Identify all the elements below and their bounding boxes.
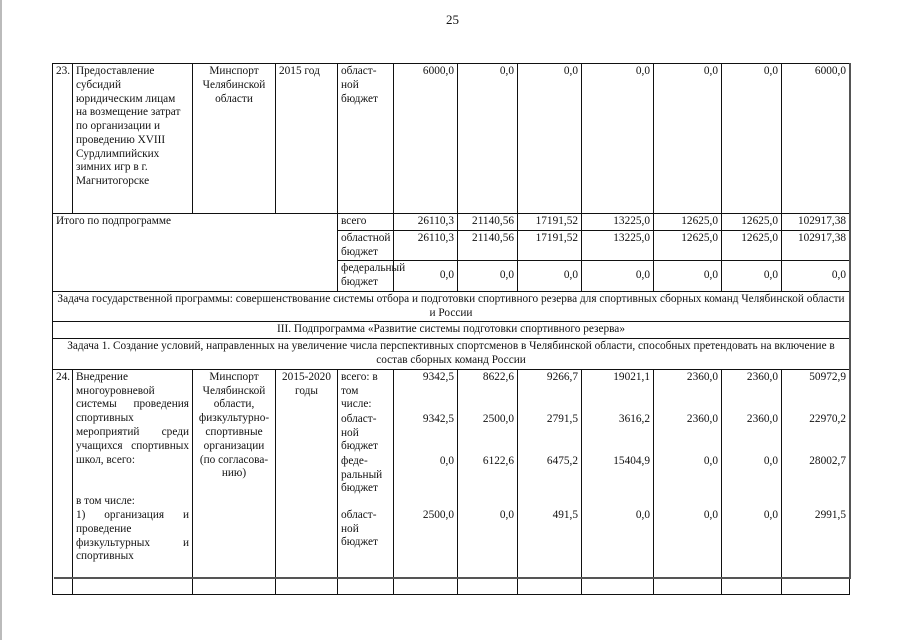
value-cell: 0,0 (499, 508, 514, 521)
executor: Минспорт Челябинской области, физкультурно-спортивные организации (по согласова-нию) (193, 369, 276, 594)
value-cell: 19021,1 (613, 370, 650, 383)
subprogram-row (53, 322, 850, 339)
value-cell: 17191,52 (518, 230, 582, 261)
value-cell: 0,0 (654, 64, 722, 214)
value-cell: 0,0 (763, 508, 778, 521)
value-cell: 2991,5 (814, 508, 846, 521)
value-cell: 0,0 (458, 64, 518, 214)
row-number: 24. (53, 369, 73, 594)
value-cell: 0,0 (703, 454, 718, 467)
funding-source: област-ной бюджет (341, 508, 378, 549)
value-cell: 0,0 (703, 508, 718, 521)
value-cell: 12625,0 (722, 230, 782, 261)
value-cell: 2791,5 (546, 412, 578, 425)
scan-edge (0, 0, 2, 640)
value-cell: 0,0 (582, 261, 654, 292)
funding-source: област-ной бюджет (338, 64, 394, 214)
executor: Минспорт Челябинской области (193, 64, 276, 214)
funding-source: област-ной бюджет (341, 412, 378, 453)
value-cell: 0,0 (439, 454, 454, 467)
value-cell: 8622,6 (482, 370, 514, 383)
value-col (458, 369, 518, 594)
value-cell: 13225,0 (582, 214, 654, 231)
table-row-23 (53, 64, 850, 214)
value-cell: 102917,38 (782, 230, 850, 261)
value-col (782, 369, 850, 594)
value-cell: 2360,0 (686, 370, 718, 383)
task1-title: Задача 1. Создание условий, направленных на увеличение числа перспективных спортсменов в Челябинской области, способных претендовать на включение в состав сборных команд России (53, 339, 850, 370)
value-cell: 0,0 (582, 64, 654, 214)
row-number: 23. (53, 64, 73, 214)
period: 2015 год (276, 64, 338, 214)
value-col (654, 369, 722, 594)
measure-name-sub-label: в том числе: (76, 495, 135, 508)
program-task-row (53, 291, 850, 322)
value-cell: 13225,0 (582, 230, 654, 261)
value-cell: 2360,0 (746, 412, 778, 425)
value-col (582, 369, 654, 594)
value-cell: 21140,56 (458, 214, 518, 231)
value-cell: 0,0 (654, 261, 722, 292)
value-cell: 0,0 (458, 261, 518, 292)
funding-source: областной бюджет (338, 230, 394, 261)
funding-source: феде-ральный бюджет (341, 454, 383, 495)
value-cell: 0,0 (635, 508, 650, 521)
value-cell: 0,0 (763, 454, 778, 467)
value-cell: 2360,0 (746, 370, 778, 383)
value-cell: 2500,0 (482, 412, 514, 425)
value-col (518, 369, 582, 594)
value-cell: 50972,9 (809, 370, 846, 383)
value-cell: 0,0 (518, 261, 582, 292)
value-cell: 3616,2 (618, 412, 650, 425)
value-cell: 26110,3 (394, 230, 458, 261)
value-cell: 17191,52 (518, 214, 582, 231)
program-task: Задача государственной программы: совершенствование системы отбора и подготовки спортивного резерва для спортивных сборных команд Челябинской области и России (53, 291, 850, 322)
value-col (394, 369, 458, 594)
funding-source: всего: в том числе: (341, 370, 378, 411)
value-cell: 9342,5 (422, 412, 454, 425)
value-cell: 9342,5 (422, 370, 454, 383)
value-cell: 12625,0 (654, 214, 722, 231)
value-col (722, 369, 782, 594)
value-cell: 28002,7 (809, 454, 846, 467)
subtotal-label: Итого по подпрограмме (53, 214, 338, 292)
subtotal-row-total (53, 214, 850, 231)
value-cell: 9266,7 (546, 370, 578, 383)
value-cell: 0,0 (394, 261, 458, 292)
value-cell: 6000,0 (782, 64, 850, 214)
value-cell: 0,0 (722, 64, 782, 214)
measure-name-main: Внедрение многоуровневой системы проведения спортивных мероприятий среди учащихся спортивных школ, всего: (76, 370, 189, 466)
measure-name (73, 369, 193, 594)
table-row-24 (53, 369, 850, 594)
table-shadow-bottom (54, 577, 851, 579)
value-cell: 2360,0 (686, 412, 718, 425)
task1-row (53, 339, 850, 370)
period: 2015-2020 годы (276, 369, 338, 594)
value-cell: 0,0 (782, 261, 850, 292)
value-cell: 22970,2 (809, 412, 846, 425)
funding-source: всего (338, 214, 394, 231)
value-cell: 6475,2 (546, 454, 578, 467)
value-cell: 0,0 (722, 261, 782, 292)
measure-name: Предоставление субсидий юридическим лицам на возмещение затрат по организации и проведению XVIII Сурдлимпийских зимних игр в г. Магнитогорске (73, 64, 193, 214)
budget-table (52, 63, 850, 595)
subprogram-title: III. Подпрограмма «Развитие системы подготовки спортивного резерва» (53, 322, 850, 339)
value-cell: 12625,0 (722, 214, 782, 231)
value-cell: 6122,6 (482, 454, 514, 467)
funding-source: федеральный бюджет (338, 261, 394, 292)
value-cell: 6000,0 (394, 64, 458, 214)
value-cell: 21140,56 (458, 230, 518, 261)
funding-source-col (338, 369, 394, 594)
table-shadow-right (849, 63, 851, 578)
value-cell: 12625,0 (654, 230, 722, 261)
page-number: 25 (446, 12, 459, 27)
value-cell: 26110,3 (394, 214, 458, 231)
value-cell: 15404,9 (613, 454, 650, 467)
value-cell: 2500,0 (422, 508, 454, 521)
measure-name-sub-item: 1) организация и проведение физкультурных и спортивных (76, 509, 189, 563)
value-cell: 0,0 (518, 64, 582, 214)
value-cell: 102917,38 (782, 214, 850, 231)
value-cell: 491,5 (552, 508, 578, 521)
